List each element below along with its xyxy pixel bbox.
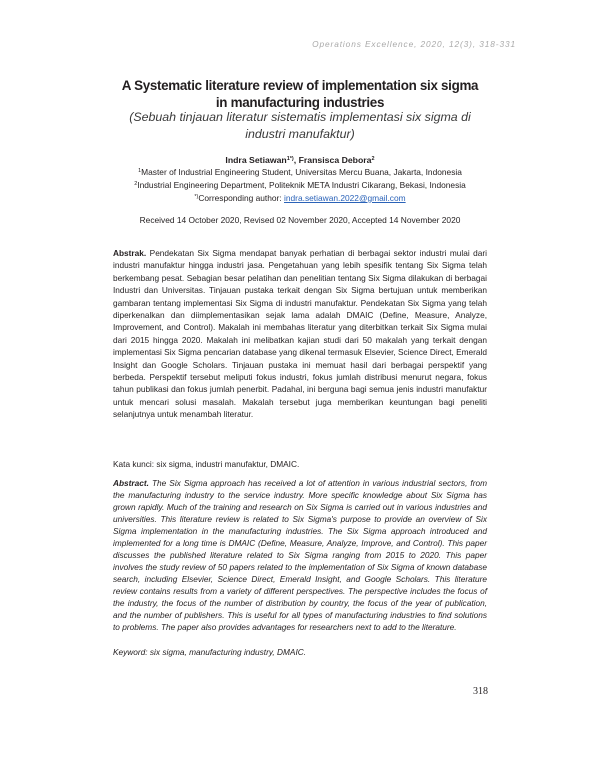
affiliation-1 — [0, 165, 600, 178]
paper-title: A Systematic literature review of implementation six sigma in manufacturing industries — [121, 78, 479, 110]
author-name: Fransisca Debora — [298, 155, 372, 165]
corresponding-label: Corresponding author: — [198, 193, 284, 203]
author-separator: , — [293, 155, 299, 165]
abstrak-lead: Abstrak. — [113, 248, 147, 258]
author-name: Indra Setiawan — [225, 155, 287, 165]
corresponding-author — [0, 191, 600, 204]
abstrak-paragraph — [113, 247, 487, 421]
abstract-lead: Abstract. — [113, 478, 149, 488]
received-dates: Received 14 October 2020, Revised 02 November 2020, Accepted 14 November 2020 — [139, 215, 461, 225]
affiliation-marker: 2 — [134, 181, 138, 187]
abstract-paragraph — [113, 477, 487, 633]
abstract-body: The Six Sigma approach has received a lot of attention in various industrial sectors, from the manufacturing industry to the service industry. More specific knowledge about Six Sigma has grown rapidly. Much of the training and research on Six Sigma is carried out in various industries and universities. This literature review is related to Six Sigma's purpose to provide an overview of Six Sigma implementation in the manufacturing industries. The Six Sigma approach introduced and implemented for a long time is DMAIC (Define, Measure, Analyze, Improve, and Control). This paper discusses the published literature related to Six Sigma ranging from 2015 to 2020. This paper involves the study review of 50 papers related to the implementation of Six Sigma of known database search, including Elsevier, Science Direct, Emerald Insight, and Google Scholars. This literature review contains results from a variety of different perspectives. The perspective includes the focus of the industry, the focus of the number of distribution by country, the focus of the year of publication, and the number of publishers. This is useful for all types of manufacturing industries to find solutions to problems. The paper also provides advantages for researchers next to add to the literature. — [113, 478, 487, 632]
affiliation-marker: *) — [194, 194, 199, 200]
page-number: 318 — [473, 686, 488, 697]
affiliation-text: Master of Industrial Engineering Student, Universitas Mercu Buana, Jakarta, Indonesia — [141, 167, 462, 177]
paper-subtitle: (Sebuah tinjauan literatur sistematis implementasi six sigma di industri manufaktur) — [129, 110, 471, 141]
running-head: Operations Excellence, 2020, 12(3), 318-331 — [312, 39, 516, 49]
author-superscript: 2 — [371, 156, 375, 162]
author-superscript: 1*) — [286, 156, 294, 162]
kata-kunci: Kata kunci: six sigma, industri manufaktur, DMAIC. — [113, 459, 300, 469]
affiliation-marker: 1 — [138, 168, 142, 174]
keywords: Keyword: six sigma, manufacturing industry, DMAIC. — [113, 647, 307, 657]
abstrak-body: Pendekatan Six Sigma mendapat banyak perhatian di berbagai sektor industri mulai dari industri manufaktur hingga industri jasa. Pengetahuan yang lebih spesifik tentang Six Sigma telah berkembang pesat. Sebagian besar pelatihan dan penelitian tentang Six Sigma dilakukan di berbagai Industri dan Universitas. Tinjauan pustaka terkait dengan Six Sigma bertujuan untuk memberikan gambaran tentang implementasi Six Sigma di industri manufaktur. Pendekatan Six Sigma yang telah diperkenalkan dan diimplementasikan sejak lama adalah DMAIC (Define, Measure, Analyze, Improvement, and Control). Makalah ini membahas literatur yang diterbitkan terkait Six Sigma mulai dari 2015 hingga 2020. Makalah ini melibatkan kajian studi dari 50 makalah yang terkait dengan implementasi Six Sigma pencarian database yang dikenal termasuk Elsevier, Science Direct, Emerald Insight dan Google Scholars. Tinjauan pustaka ini memuat hasil dari berbagai perspektif yang berbeda. Perspektif tersebut meliputi fokus industri, fokus jumlah distribusi menurut negara, fokus tahun publikasi dan fokus jumlah penerbit. Padahal, ini berguna bagi semua jenis industri manufaktur untuk mencari solusi masalah. Makalah tersebut juga memberikan keuntungan bagi peneliti selanjutnya untuk menambah literatur. — [113, 248, 487, 420]
affiliation-2 — [0, 178, 600, 191]
affiliation-text: Industrial Engineering Department, Politeknik META Industri Cikarang, Bekasi, Indonesia — [137, 180, 466, 190]
email-link[interactable]: indra.setiawan.2022@gmail.com — [284, 193, 406, 203]
